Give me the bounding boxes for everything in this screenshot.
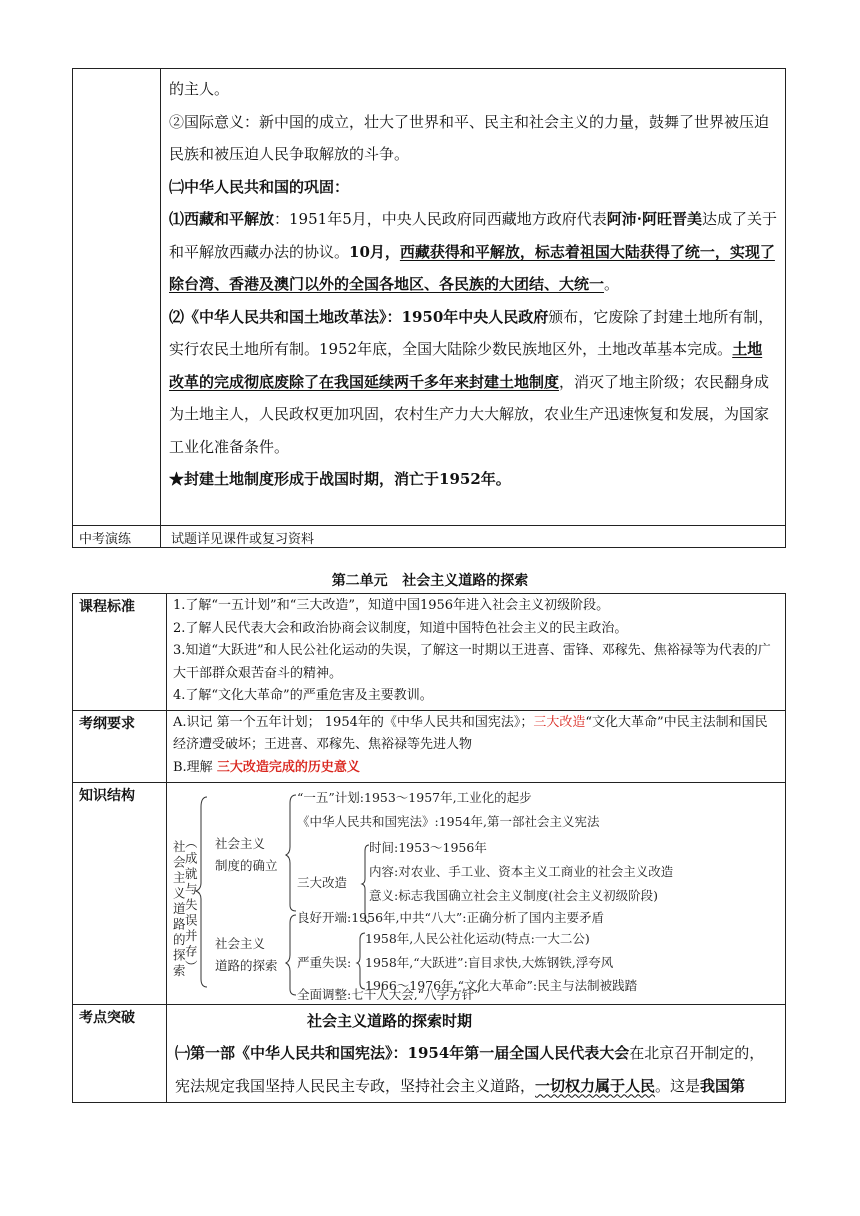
standards-cell: [167, 594, 786, 711]
breakthrough-cell: [167, 1004, 786, 1103]
land-reform-paragraph: ⑵《中华人民共和国土地改革法》：1950年中央人民政府颁布，它废除了封建土地所有制，实行农民土地所有制。1952年底，全国大陆除少数民族地区外，土地改革基本完成。土地改革的完成彻底废除了在我国延续两千多年来封建土地制度，消灭了地主阶级；农民翻身成为土地主人，人民政权更加巩固，农村生产力大大解放，农业生产迅速恢复和发展，为国家工业化准备条件。: [169, 307, 774, 456]
serious-item: 1966～1976年,“文化大革命”:民主与法制被践踏: [365, 977, 638, 993]
gaizao-item: 时间:1953～1956年: [369, 839, 487, 855]
gaizao-item: 内容:对农业、手工业、资本主义工商业的社会主义改造: [369, 863, 674, 879]
root-label-col2: ︵成就与失误并存︶: [185, 834, 198, 974]
unit-title: 第二单元 社会主义道路的探索: [331, 573, 529, 589]
standard-item: 1.了解“一五计划”和“三大改造”，知道中国1956年进入社会主义初级阶段。: [173, 598, 610, 613]
breakthrough-heading: 社会主义道路的探索时期: [307, 1011, 473, 1030]
knowledge-structure-diagram: [167, 783, 787, 1000]
structure-label: 知识结构: [73, 782, 167, 1004]
root-brace: [196, 797, 207, 987]
text-line: 的主人。: [169, 80, 230, 98]
constitution-paragraph: ㈠第一部《中华人民共和国宪法》：1954年第一届全国人民代表大会在北京召开制定的，宪法规定我国坚持人民民主专政，坚持社会主义道路，一切权力属于人民。这是我国第: [175, 1044, 765, 1095]
content-cell: [161, 69, 786, 526]
intl-significance: ②国际意义：新中国的成立，壮大了世界和平、民主和社会主义的力量，鼓舞了世界被压迫民族和被压迫人民争取解放的斗争。: [169, 112, 770, 163]
syllabus-b: B.理解 三大改造完成的历史意义: [173, 759, 360, 775]
branch2-line1: 社会主义: [215, 935, 266, 951]
branch1-line1: 社会主义: [215, 835, 266, 851]
standard-label: 课程标准: [73, 594, 167, 711]
standard-item: 2.了解人民代表大会和政治协商会议制度，知道中国特色社会主义的民主政治。: [173, 620, 628, 636]
star-note: ★封建土地制度形成于战国时期，消亡于1952年。: [169, 470, 511, 488]
serious-brace: [357, 933, 365, 989]
syllabus-a: A.识记 第一个五年计划； 1954年的《中华人民共和国宪法》；三大改造“文化大革命”中民主法制和国民经济遭受破坏；王进喜、邓稼先、焦裕禄等先进人物: [173, 714, 768, 752]
serious-item: 1958年,人民公社化运动(特点:一大二公): [365, 930, 590, 946]
branch2-line2: 道路的探索: [215, 957, 278, 973]
root-label-col1: 社会主义道路的探索: [173, 838, 186, 978]
tibet-paragraph: ⑴西藏和平解放：1951年5月，中央人民政府同西藏地方政府代表阿沛·阿旺晋美达成了关于和平解放西藏办法的协议。10月，西藏获得和平解放，标志着祖国大陆获得了统一，实现了除台湾、香港及澳门以外的全国各地区、各民族的大团结、大统一。: [169, 210, 777, 293]
structure-cell: [167, 782, 786, 1004]
standard-item: 4.了解“文化大革命”的严重危害及主要教训。: [173, 688, 433, 703]
gaizao-label: 三大改造: [297, 874, 348, 890]
syllabus-cell: [167, 710, 786, 782]
b1-item: “一五”计划:1953～1957年,工业化的起步: [297, 789, 532, 805]
b2-good: 良好开端:1956年,中共“八大”:正确分析了国内主要矛盾: [297, 909, 604, 925]
b1-item: 《中华人民共和国宪法》:1954年,第一部社会主义宪法: [297, 813, 600, 829]
serious-item: 1958年,“大跃进”:盲目求快,大炼钢铁,浮夸风: [365, 954, 614, 970]
top-table: [72, 68, 786, 548]
breakthrough-label: 考点突破: [73, 1004, 167, 1103]
section-heading: ㈡中华人民共和国的巩固：: [169, 177, 350, 196]
blank-label-cell: [73, 69, 161, 526]
branch1-line2: 制度的确立: [215, 857, 278, 873]
drill-label: 中考演练: [73, 526, 161, 548]
syllabus-label: 考纲要求: [73, 710, 167, 782]
adjust-line: 全面调整:七千人大会,“八字方针”: [297, 986, 481, 1000]
gaizao-item: 意义:标志我国确立社会主义制度(社会主义初级阶段): [369, 887, 658, 903]
bottom-table: [72, 593, 786, 1103]
branch2-brace: [286, 915, 296, 995]
branch1-brace: [286, 795, 296, 911]
serious-label: 严重失误:: [297, 954, 352, 970]
standard-item: 3.知道“大跃进”和人民公社化运动的失误，了解这一时期以王进喜、雷锋、邓稼先、焦裕禄等为代表的广大干部群众艰苦奋斗的精神。: [173, 643, 771, 681]
drill-text: 试题详见课件或复习资料: [161, 526, 786, 548]
